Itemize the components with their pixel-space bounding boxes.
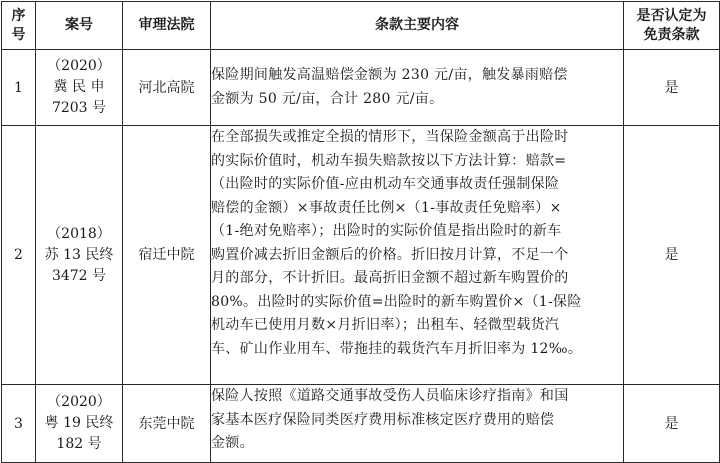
content-line: 在全部损失或推定全损的情形下，当保险金额高于出险时 (211, 129, 569, 145)
content-line: 购置价减去折旧金额后的价格。折旧按月计算，不足一个 (211, 246, 569, 263)
case-no-line: 粤 19 民终 (44, 415, 114, 431)
case-no-cell (36, 50, 123, 126)
header-exemption-line-1: 是否认定为 (636, 7, 707, 24)
content-cell (211, 385, 624, 463)
content-cell (211, 126, 624, 385)
content-line: 车、矿山作业用车、带拖挂的载货汽车月折旧率为 12‰。 (211, 340, 583, 357)
case-no-cell (36, 126, 123, 385)
content-line: （1-绝对免赔率）；出险时的实际价值是指出险时的新车 (211, 223, 562, 239)
header-seq-label: 序号 (11, 7, 26, 43)
clause-table (1, 1, 720, 463)
case-no-line: 苏 13 民终 (44, 246, 114, 263)
content-line: 80%。出险时的实际价值=出险时的新车购置价×（1-保险 (211, 293, 582, 310)
seq-cell: 1 (2, 50, 36, 126)
seq-cell: 3 (2, 385, 36, 463)
header-case-no: 案号 (36, 2, 123, 50)
content-line: 家基本医疗保险同类医疗费用标准核定医疗费用的赔偿 (211, 411, 555, 428)
content-cell (211, 50, 624, 126)
content-line: 保险期间触发高温赔偿金额为 230 元/亩，触发暴雨赔偿 (211, 67, 568, 83)
case-no-line: 182 号 (56, 436, 102, 452)
table-row (2, 50, 720, 126)
case-no-line: 冀 民 申 (53, 79, 105, 95)
exemption-cell: 是 (624, 126, 720, 385)
case-no-line: 3472 号 (51, 267, 107, 284)
exemption-cell: 是 (624, 50, 720, 126)
content-line: 赔偿的金额）×事故责任比例×（1-事故责任免赔率）× (211, 199, 562, 216)
case-no-cell (36, 385, 123, 463)
content-line: 金额为 50 元/亩，合计 280 元/亩。 (211, 90, 444, 107)
content-line: 保险人按照《道路交通事故受伤人员临床诊疗指南》和国 (211, 388, 569, 404)
table-row (2, 385, 720, 463)
court-cell: 宿迁中院 (123, 126, 211, 385)
header-content: 条款主要内容 (211, 2, 624, 50)
court-cell: 东莞中院 (123, 385, 211, 463)
content-line: 的实际价值时，机动车损失赔款按以下方法计算：赔款= (211, 152, 567, 169)
court-cell: 河北高院 (123, 50, 211, 126)
case-no-line: 7203 号 (51, 100, 107, 116)
header-seq (2, 2, 36, 50)
case-no-line: （2020） (47, 58, 111, 74)
table-row (2, 126, 720, 385)
seq-cell: 2 (2, 126, 36, 385)
content-line: 月的部分，不计折旧。最高折旧金额不超过新车购置价的 (211, 270, 569, 286)
content-line: 金额。 (211, 435, 254, 451)
header-row (2, 2, 720, 50)
case-no-line: （2018） (47, 225, 111, 242)
content-line: （出险时的实际价值-应由机动车交通事故责任强制保险 (211, 176, 560, 192)
content-line: 机动车已使用月数×月折旧率）；出租车、轻微型载货汽 (211, 317, 560, 333)
case-no-line: （2020） (47, 394, 111, 410)
header-exemption (624, 2, 720, 50)
exemption-cell: 是 (624, 385, 720, 463)
header-court: 审理法院 (123, 2, 211, 50)
header-exemption-line-2: 免责条款 (643, 26, 700, 43)
